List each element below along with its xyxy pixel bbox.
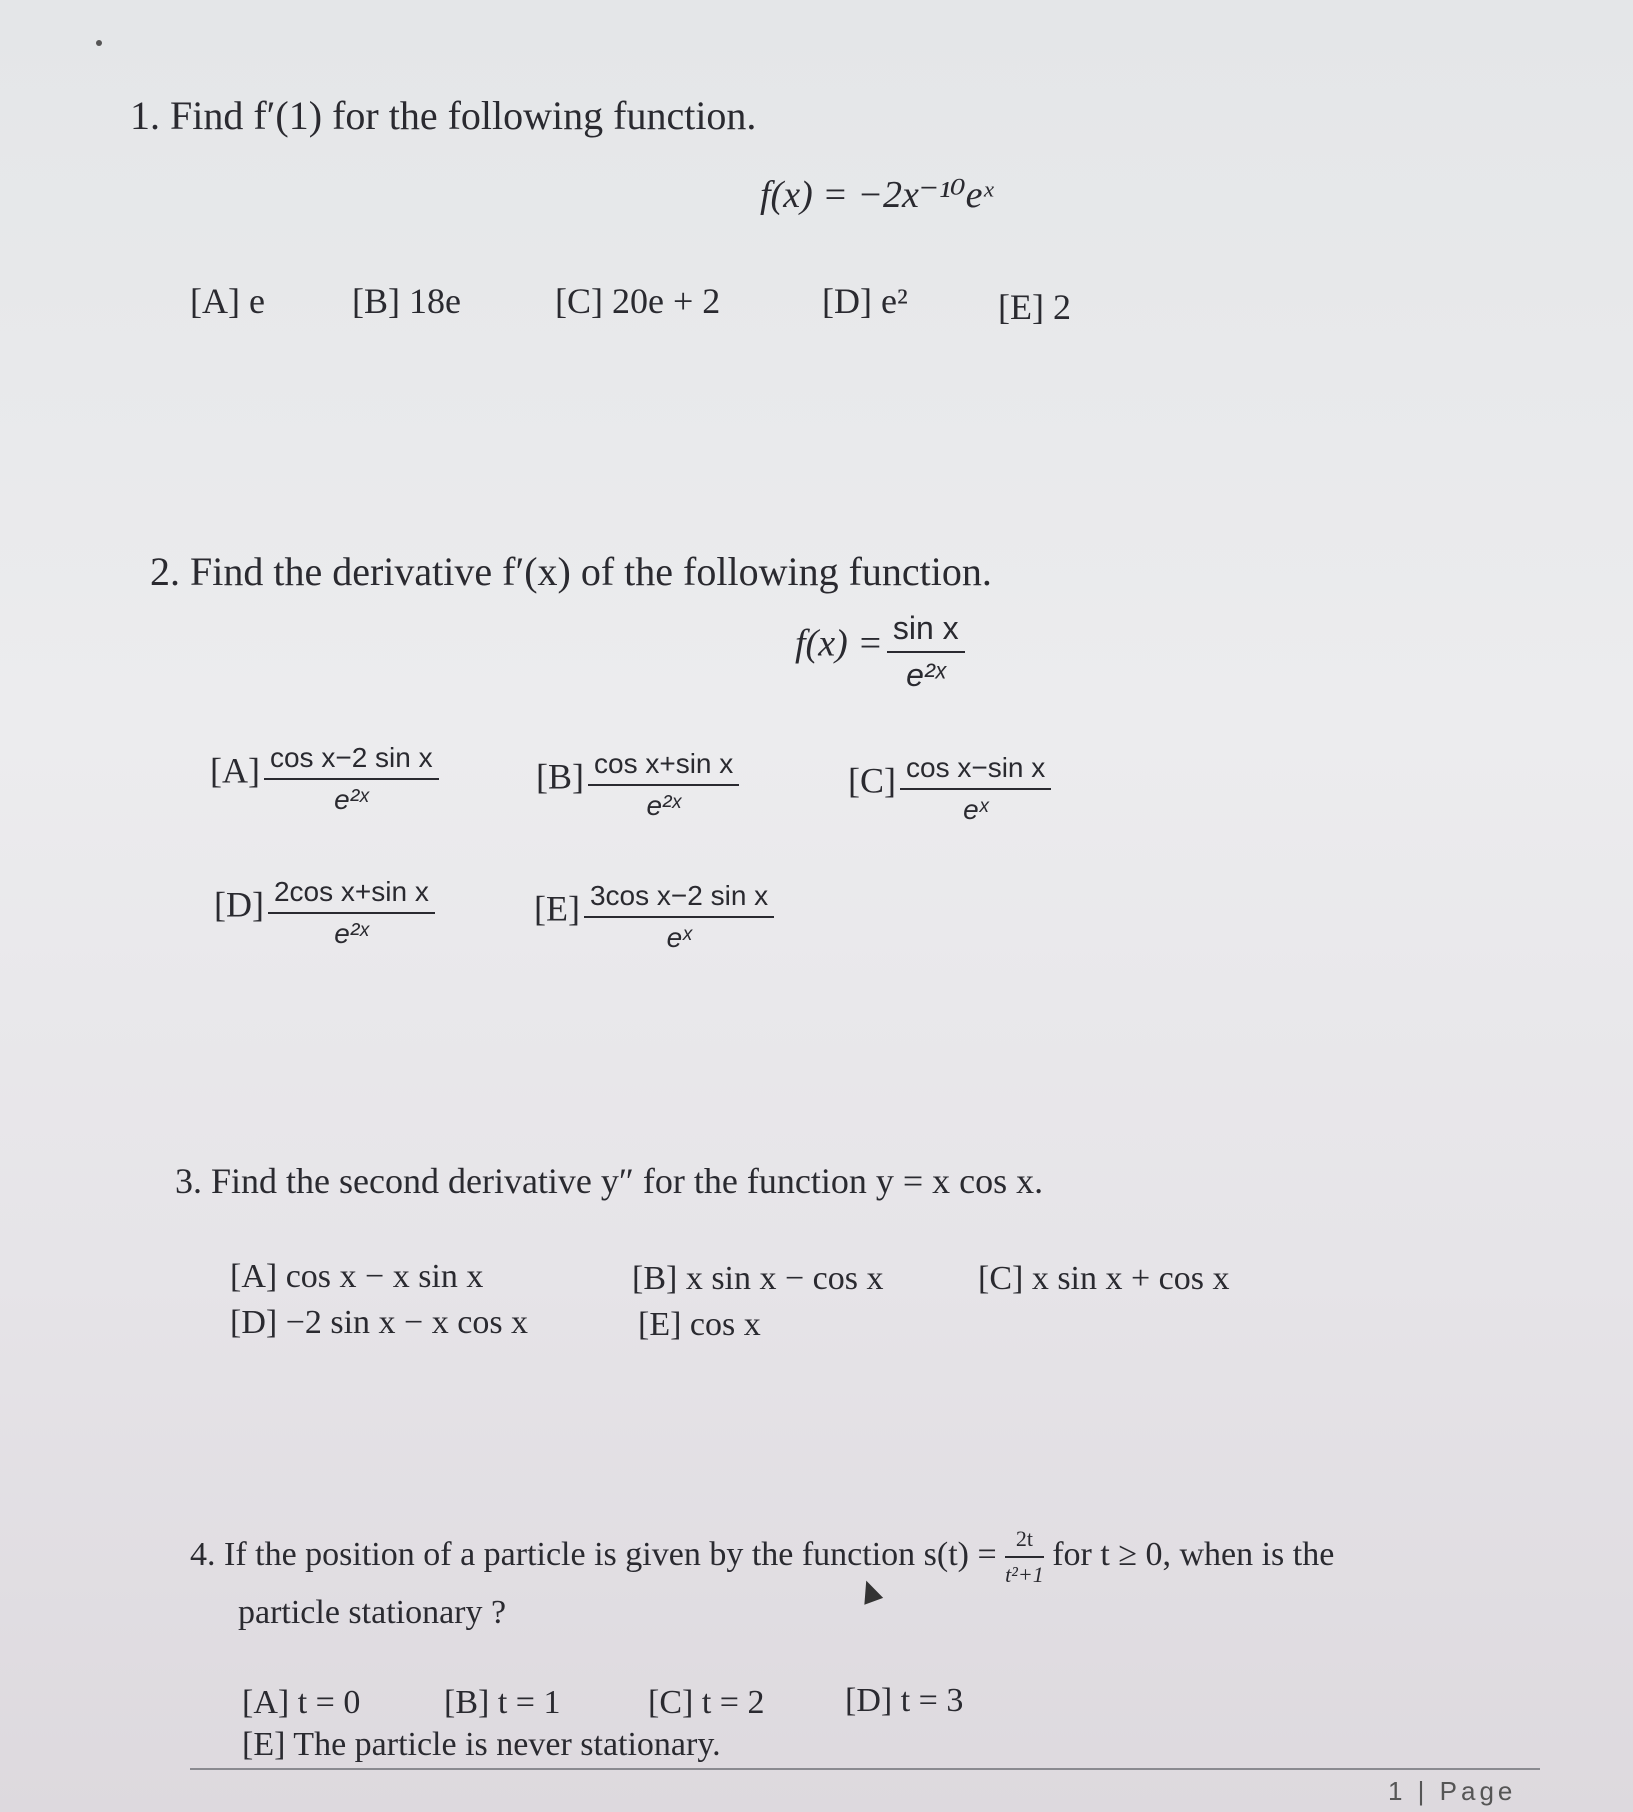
q2-choice-d-label: [D] [214, 884, 264, 925]
q2-choice-a [210, 742, 439, 816]
q4-fraction-numerator: 2t [1005, 1526, 1044, 1558]
page-number: 1 | Page [1388, 1776, 1517, 1806]
q3-choice-b: [B] x sin x − cos x [632, 1260, 884, 1297]
q2-choice-d-fraction [268, 876, 435, 950]
q2-choice-c-fraction [900, 752, 1051, 826]
q2-choice-b-fraction [588, 748, 739, 822]
q2-choice-e-numerator: 3cos x−2 sin x [584, 880, 774, 918]
q2-choice-a-numerator: cos x−2 sin x [264, 742, 439, 780]
q2-choice-e [534, 880, 774, 954]
q2-choice-b-denominator: e²ˣ [646, 790, 681, 821]
q4-choice-b: [B] t = 1 [444, 1684, 561, 1721]
q3-title: 3. Find the second derivative y″ for the function y = x cos x. [175, 1161, 1044, 1201]
q3-choice-a: [A] cos x − x sin x [230, 1258, 484, 1295]
q2-choice-a-label: [A] [210, 750, 260, 791]
q1-equation: f(x) = −2x⁻¹⁰eˣ [760, 174, 994, 216]
q2-choice-b-numerator: cos x+sin x [588, 748, 739, 786]
q2-choice-c-label: [C] [848, 760, 896, 801]
q2-choice-c [848, 752, 1051, 826]
q1-choice-c: [C] 20e + 2 [555, 281, 721, 321]
q2-choice-c-denominator: eˣ [963, 794, 989, 825]
q1-choice-e: [E] 2 [998, 287, 1071, 327]
q1-title: 1. Find f′(1) for the following function. [130, 93, 757, 138]
q2-choice-d-numerator: 2cos x+sin x [268, 876, 435, 914]
q2-choice-e-denominator: eˣ [666, 922, 692, 953]
q1-choice-b: [B] 18e [352, 281, 461, 321]
footer-divider [190, 1768, 1540, 1770]
q2-choice-b-label: [B] [536, 756, 584, 797]
q2-title: 2. Find the derivative f′(x) of the following function. [150, 549, 992, 594]
q3-choice-c: [C] x sin x + cos x [978, 1260, 1230, 1297]
q4-fraction-denominator: t²+1 [1005, 1562, 1044, 1587]
q4-choice-d: [D] t = 3 [845, 1682, 964, 1719]
q2-equation-fraction [887, 610, 965, 694]
q2-choice-d [214, 876, 435, 950]
q3-choice-d: [D] −2 sin x − x cos x [230, 1304, 529, 1341]
q2-equation [795, 610, 965, 694]
q2-choice-d-denominator: e²ˣ [334, 918, 369, 949]
q4-title-line1 [190, 1526, 1334, 1588]
q4-title-post: for t ≥ 0, when is the [1052, 1535, 1335, 1573]
q2-equation-lhs: f(x) = [795, 622, 883, 665]
q4-choice-a: [A] t = 0 [242, 1684, 361, 1721]
q2-choice-e-label: [E] [534, 888, 580, 929]
q4-choice-c: [C] t = 2 [648, 1684, 765, 1721]
q3-choice-e: [E] cos x [638, 1306, 761, 1343]
q1-choice-d: [D] e² [822, 281, 908, 321]
bullet-dot [96, 40, 102, 46]
q2-choice-b [536, 748, 739, 822]
q2-equation-denominator: e²ˣ [906, 657, 946, 693]
q2-equation-numerator: sin x [887, 610, 965, 653]
q4-title-line2: particle stationary ? [238, 1594, 507, 1631]
q4-choice-e: [E] The particle is never stationary. [242, 1726, 721, 1763]
q2-choice-c-numerator: cos x−sin x [900, 752, 1051, 790]
q2-choice-a-denominator: e²ˣ [334, 784, 369, 815]
q2-choice-a-fraction [264, 742, 439, 816]
q4-title-pre: 4. If the position of a particle is given by the function s(t) = [190, 1535, 997, 1573]
q4-fraction [1005, 1526, 1044, 1588]
q2-choice-e-fraction [584, 880, 774, 954]
q1-choice-a: [A] e [190, 281, 265, 321]
